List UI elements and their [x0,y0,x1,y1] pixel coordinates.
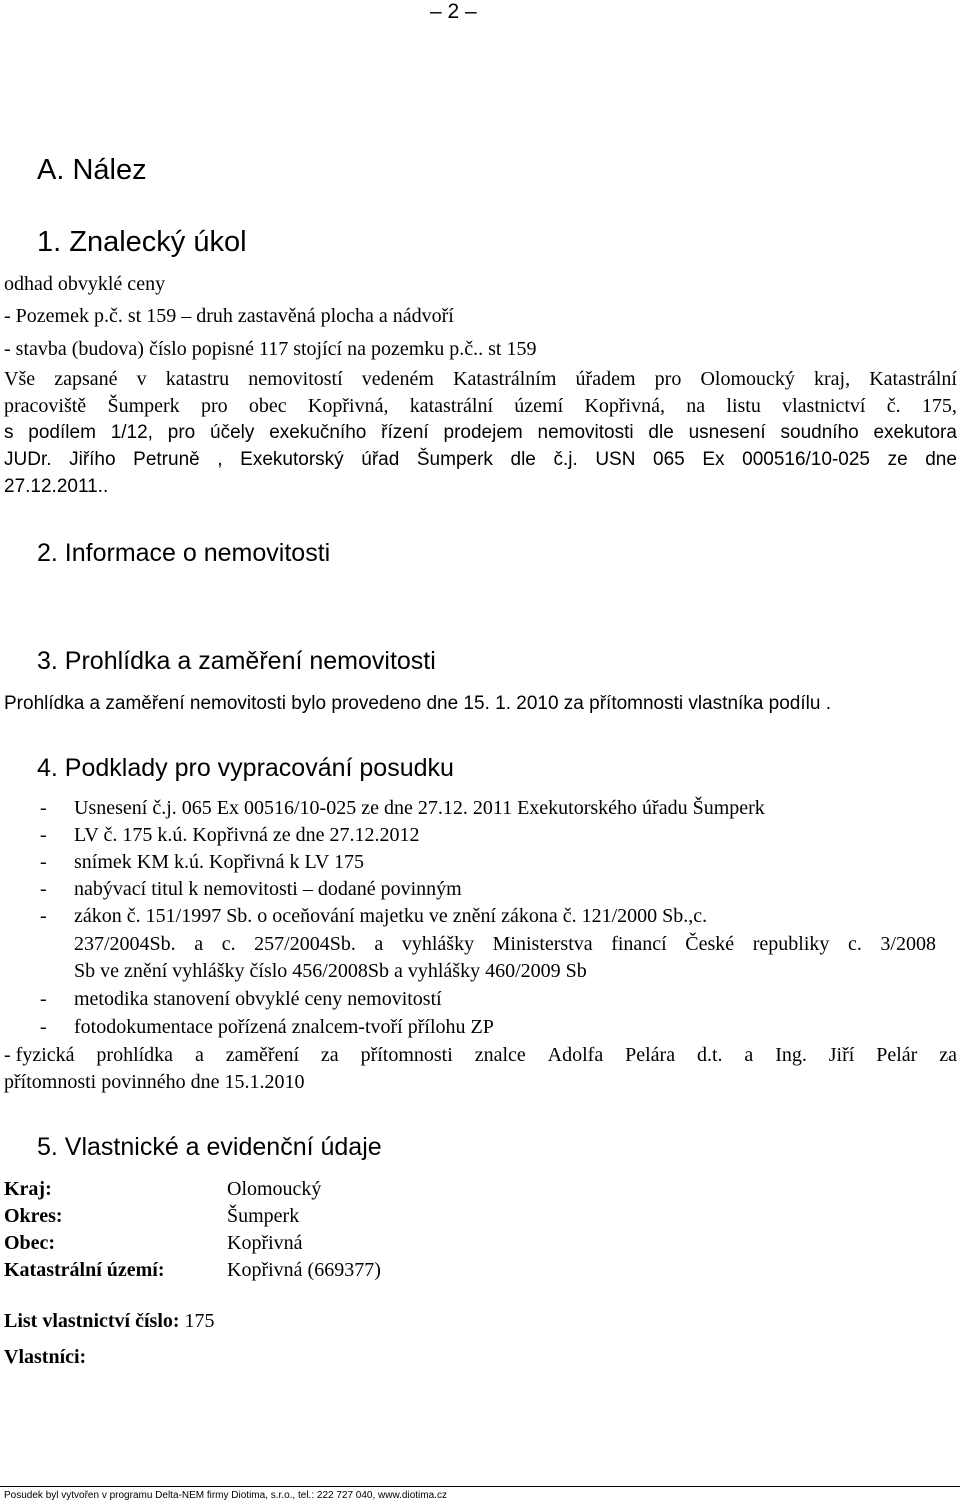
word: pracoviště [4,395,87,417]
word: vedeném [361,368,434,390]
word: vlastnictví [782,395,866,417]
word: a [194,933,204,955]
item-text: Usnesení č.j. 065 Ex 00516/10-025 ze dne 27.12. 2011 Exekutorského úřadu Šumperk [74,797,765,819]
word: c. [221,933,236,955]
section4-item [40,878,462,901]
footer-rule [0,1486,960,1487]
word: podílem [28,422,96,443]
word: Katastrální [869,368,957,390]
word: usnesení [688,422,766,443]
word: 257/2004Sb. [254,933,356,955]
dash: - [40,905,47,927]
word: Pelár [876,1044,918,1066]
value-kraj: Olomoucký [227,1178,322,1200]
word: , [217,449,223,470]
section4-item [40,1016,494,1039]
lv-value: 175 [179,1310,215,1332]
word: č.j. [553,449,578,470]
section4-item [40,905,707,928]
word: soudního [780,422,859,443]
dash: - [40,851,47,873]
item-text: LV č. 175 k.ú. Kopřivná ze dne 27.12.2012 [74,824,420,846]
word: v [136,368,147,390]
section1-paragraph-line4 [4,449,957,471]
word: úřad [361,449,400,470]
word: nemovitosti [537,422,634,443]
dash: - [40,797,47,819]
word: - fyzická [4,1044,75,1066]
word: za [939,1044,957,1066]
section4-inspection-line1 [4,1044,957,1067]
dash: - [40,824,47,846]
word: Ex [702,449,725,470]
word: Kopřivná, [307,395,389,417]
word: účely [210,422,255,443]
word: za [320,1044,339,1066]
word: pro [654,368,682,390]
word: exekutora [873,422,957,443]
dash: - [40,988,47,1010]
word: 1/12, [110,422,153,443]
word: Ministerstva [492,933,593,955]
word: přítomnosti [360,1044,453,1066]
label-okres: Okres: [4,1205,63,1227]
word: řízení [381,422,429,443]
word: USN [595,449,636,470]
word: Olomoucký [700,368,795,390]
section4-item [40,797,765,820]
word: ze [887,449,908,470]
section1-item-pozemek: - Pozemek p.č. st 159 – druh zastavěná plocha a nádvoří [4,305,454,327]
word: Šumperk [107,395,180,417]
word: dle [510,449,536,470]
word: 3/2008 [880,933,936,955]
section4-law-continuation-2: Sb ve znění vyhlášky číslo 456/2008Sb a vyhlášky 460/2009 Sb [74,960,587,982]
word: katastru [165,368,230,390]
section4-item [40,988,442,1011]
word: a [744,1044,754,1066]
word: České [685,933,735,955]
section3-text: Prohlídka a zaměření nemovitosti bylo provedeno dne 15. 1. 2010 za přítomnosti vlastníka podílu . [4,693,831,714]
section4-item [40,824,420,847]
page-number: – 2 – [430,0,477,23]
word: Vše [4,368,36,390]
word: Jiřího [69,449,116,470]
word: obec [248,395,287,417]
word: katastrální [409,395,494,417]
section1-intro: odhad obvyklé ceny [4,273,166,295]
item-text: snímek KM k.ú. Kopřivná k LV 175 [74,851,364,873]
label-kraj: Kraj: [4,1178,52,1200]
word: Exekutorský [240,449,344,470]
word: JUDr. [4,449,52,470]
word: Ing. [775,1044,807,1066]
item-text: fotodokumentace pořízená znalcem-tvoří přílohu ZP [74,1016,494,1038]
section4-inspection-line2: přítomnosti povinného dne 15.1.2010 [4,1071,305,1093]
value-obec: Kopřivná [227,1232,303,1254]
word: dne [925,449,957,470]
word: dle [648,422,674,443]
word: Kopřivná, [584,395,665,417]
section4-title: 4. Podklady pro vypracování posudku [37,754,454,782]
lv-label: List vlastnictví číslo: [4,1310,180,1332]
word: Pelára [625,1044,676,1066]
word: vyhlášky [401,933,475,955]
word: pro [167,422,196,443]
word: republiky [752,933,830,955]
word: exekučního [269,422,367,443]
heading-a-nalez: A. Nález [37,154,147,186]
dash: - [40,878,47,900]
word: nemovitostí [248,368,343,390]
word: zapsané [54,368,118,390]
section5-title: 5. Vlastnické a evidenční údaje [37,1133,382,1161]
word: prohlídka [96,1044,174,1066]
word: kraj, [814,368,851,390]
word: s [4,422,14,443]
word: znalce [474,1044,526,1066]
item-text: zákon č. 151/1997 Sb. o oceňování majetku ve znění zákona č. 121/2000 Sb.,c. [74,905,708,927]
word: Katastrálním [453,368,557,390]
section1-paragraph-line2 [4,395,957,418]
section4-law-continuation-1 [74,933,936,956]
word: pro [200,395,228,417]
word: Šumperk [416,449,493,470]
word: a [374,933,384,955]
word: financí [611,933,667,955]
word: č. [886,395,901,417]
word: na [686,395,706,417]
word: Adolfa [547,1044,604,1066]
dash: - [40,1016,47,1038]
word: Jiří [828,1044,855,1066]
word: d.t. [696,1044,723,1066]
section3-title: 3. Prohlídka a zaměření nemovitosti [37,647,436,675]
value-okres: Šumperk [227,1205,300,1227]
section1-title: 1. Znalecký úkol [37,226,247,258]
section1-paragraph-line5: 27.12.2011.. [4,476,109,497]
item-text: nabývací titul k nemovitosti – dodané povinným [74,878,462,900]
word: 065 [653,449,685,470]
word: a [194,1044,204,1066]
section2-title: 2. Informace o nemovitosti [37,539,331,567]
value-katastralni-uzemi: Kopřivná (669377) [227,1259,381,1281]
footer-text: Posudek byl vytvořen v programu Delta-NEM firmy Diotima, s.r.o., tel.: 222 727 040, www.diotima.cz [4,1490,447,1501]
section4-item [40,851,364,874]
word: 000516/10-025 [742,449,870,470]
section1-item-stavba: - stavba (budova) číslo popisné 117 stojící na pozemku p.č.. st 159 [4,338,537,360]
word: zaměření [225,1044,300,1066]
word: Petruně [133,449,200,470]
word: c. [847,933,862,955]
word: území [514,395,564,417]
item-text: metodika stanovení obvyklé ceny nemovitostí [74,988,442,1010]
list-vlastnictvi [4,1310,215,1333]
word: prodejem [443,422,523,443]
label-obec: Obec: [4,1232,56,1254]
word: 237/2004Sb. [74,933,176,955]
word: úřadem [575,368,636,390]
word: listu [726,395,761,417]
owners-label: Vlastníci: [4,1346,87,1368]
label-katastralni-uzemi: Katastrální území: [4,1259,165,1281]
section1-paragraph-line1 [4,368,957,391]
section1-paragraph-line3 [4,422,957,444]
word: 175, [921,395,957,417]
